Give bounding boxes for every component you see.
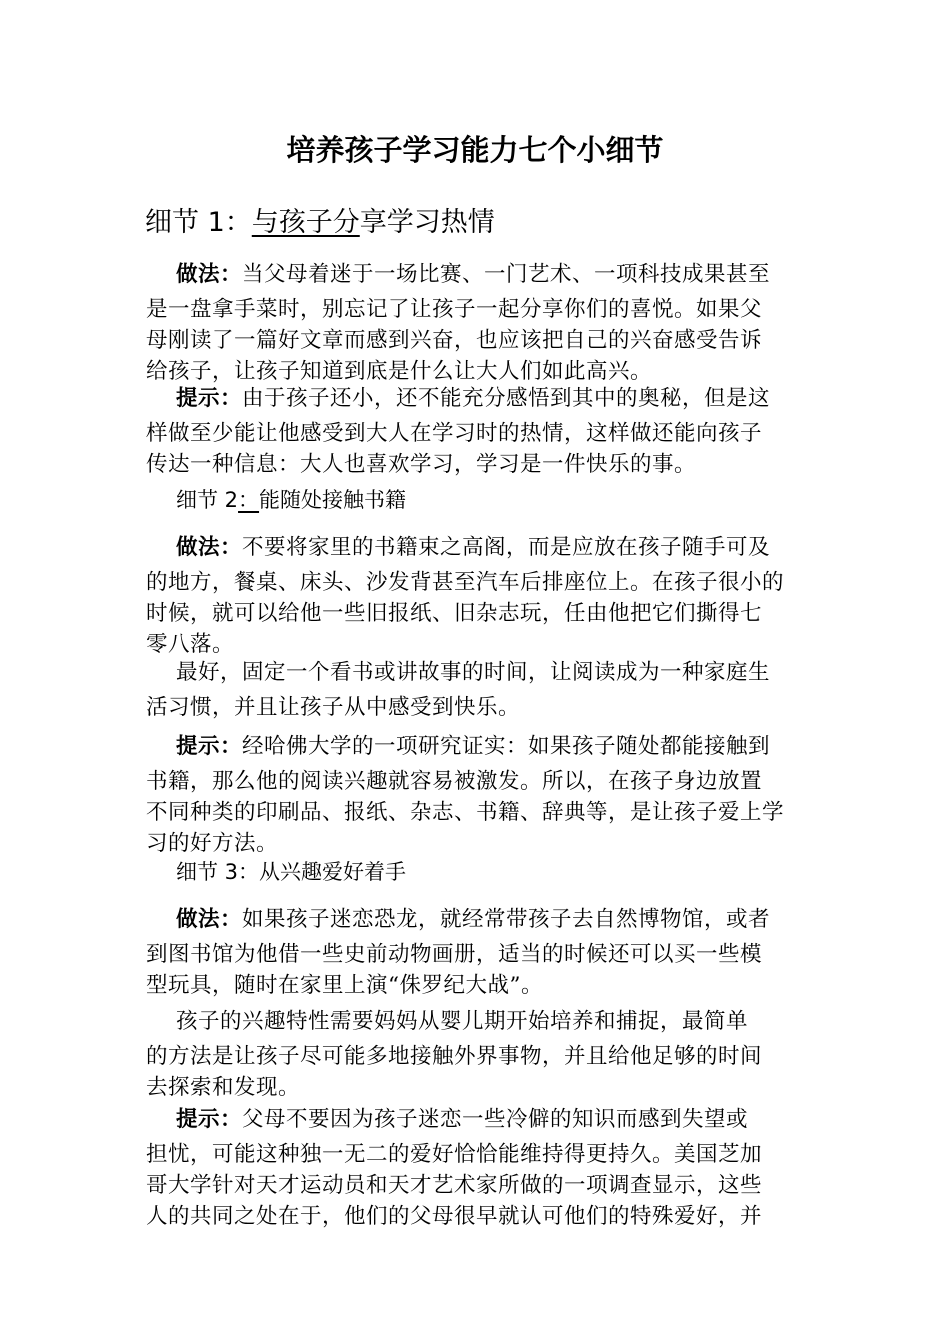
- paragraph-line: 习的好方法。: [146, 831, 279, 856]
- paragraph-line: 书籍，那么他的阅读兴趣就容易被激发。所以，在孩子身边放置: [146, 769, 763, 794]
- paragraph-line: 给孩子，让孩子知道到底是什么让大人们如此高兴。: [146, 359, 653, 384]
- tip-label: 提示：: [176, 386, 243, 411]
- method-label: 做法：: [176, 535, 243, 560]
- paragraph-line: 做法：当父母着迷于一场比赛、一门艺术、一项科技成果甚至: [176, 262, 771, 287]
- paragraph-line: 做法：如果孩子迷恋恐龙，就经常带孩子去自然博物馆，或者: [176, 907, 771, 932]
- section-1-prefix: 细节 1：: [145, 207, 252, 238]
- section-1-underlined: 与孩子分: [251, 207, 360, 238]
- method-label: 做法：: [176, 907, 243, 932]
- section-1-tip-paragraph: [146, 380, 806, 480]
- paragraph-line: 活习惯，并且让孩子从中感受到快乐。: [146, 695, 521, 720]
- paragraph-line: 人的共同之处在于，他们的父母很早就认可他们的特殊爱好，并: [146, 1204, 763, 1229]
- section-2-tip-paragraph: [146, 728, 806, 859]
- document-title: 培养孩子学习能力七个小细节: [286, 133, 664, 167]
- paragraph-line: 的方法是让孩子尽可能多地接触外界事物，并且给他足够的时间: [146, 1044, 763, 1069]
- section-2-extra-paragraph: [146, 654, 806, 723]
- paragraph-line: 到图书馆为他借一些史前动物画册，适当的时候还可以买一些模: [146, 942, 763, 967]
- paragraph-line: 的地方，餐桌、床头、沙发背甚至汽车后排座位上。在孩子很小的: [146, 570, 785, 595]
- section-1-rest: 享学习热情: [359, 207, 495, 238]
- paragraph-line: 时候，就可以给他一些旧报纸、旧杂志玩，任由他把它们撕得七: [146, 601, 763, 626]
- paragraph-line: 做法：不要将家里的书籍束之高阁，而是应放在孩子随手可及: [176, 535, 771, 560]
- paragraph-line: 最好，固定一个看书或讲故事的时间，让阅读成为一种家庭生: [176, 660, 771, 685]
- section-1-method-paragraph: [146, 256, 806, 387]
- paragraph-line: 型玩具，随时在家里上演“侏罗纪大战”。: [146, 973, 543, 998]
- section-3-heading: 细节 3：从兴趣爱好着手: [176, 860, 407, 884]
- paragraph-line: 担忧，可能这种独一无二的爱好恰恰能维持得更持久。美国芝加: [146, 1142, 763, 1167]
- paragraph-line: 提示：由于孩子还小，还不能充分感悟到其中的奥秘，但是这: [176, 386, 771, 411]
- paragraph-line: 哥大学针对天才运动员和天才艺术家所做的一项调查显示，这些: [146, 1173, 763, 1198]
- section-1-heading: [145, 203, 495, 243]
- paragraph-line: 提示：经哈佛大学的一项研究证实：如果孩子随处都能接触到: [176, 734, 771, 759]
- paragraph-line: 不同种类的印刷品、报纸、杂志、书籍、辞典等，是让孩子爱上学: [146, 800, 785, 825]
- paragraph-line: 样做至少能让他感受到大人在学习时的热情，这样做还能向孩子: [146, 421, 763, 446]
- paragraph-line: 传达一种信息：大人也喜欢学习，学习是一件快乐的事。: [146, 452, 697, 477]
- paragraph-line: 去探索和发现。: [146, 1075, 301, 1100]
- section-3-method-paragraph: [146, 901, 806, 1001]
- section-2-heading: [176, 483, 406, 517]
- section-2-rest: 能随处接触书籍: [259, 488, 407, 512]
- method-label: 做法：: [176, 262, 243, 287]
- paragraph-line: 提示：父母不要因为孩子迷恋一些冷僻的知识而感到失望或: [176, 1107, 749, 1132]
- paragraph-line: 零八落。: [146, 632, 235, 657]
- tip-label: 提示：: [176, 1107, 243, 1132]
- paragraph-line: 母刚读了一篇好文章而感到兴奋，也应该把自己的兴奋感受告诉: [146, 328, 763, 353]
- tip-label: 提示：: [176, 734, 243, 759]
- section-2-method-paragraph: [146, 529, 806, 660]
- section-2-underlined: ：: [238, 488, 260, 512]
- paragraph-line: 孩子的兴趣特性需要妈妈从婴儿期开始培养和捕捉，最简单: [176, 1009, 749, 1034]
- paragraph-line: 是一盘拿手菜时，别忘记了让孩子一起分享你们的喜悦。如果父: [146, 297, 763, 322]
- section-2-prefix: 细节 2: [176, 488, 239, 512]
- section-3-extra-paragraph: [146, 1003, 806, 1103]
- section-3-tip-paragraph: [146, 1101, 806, 1232]
